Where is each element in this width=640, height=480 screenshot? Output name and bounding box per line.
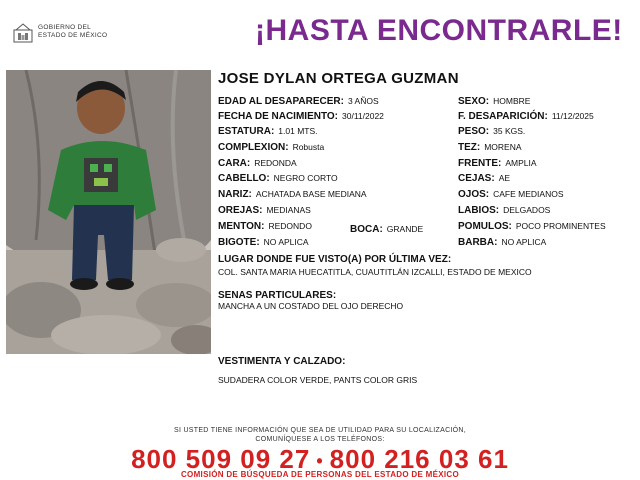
last-seen-value: COL. SANTA MARIA HUECATITLA, CUAUTITLÁN IZCALLI, ESTADO DE MEXICO	[218, 267, 532, 277]
field-label: ESTATURA:	[218, 126, 275, 137]
field-label: PESO:	[458, 126, 490, 137]
field-value: REDONDA	[254, 158, 297, 168]
headline: ¡HASTA ENCONTRARLE!	[255, 14, 623, 47]
field-value: GRANDE	[386, 224, 424, 234]
person-name: JOSE DYLAN ORTEGA GUZMAN	[218, 70, 459, 87]
phone-number-1[interactable]: 800 509 09 27	[131, 444, 311, 474]
field-ears	[218, 204, 311, 217]
field-cheekbones	[458, 220, 606, 233]
field-label: EDAD AL DESAPARECER:	[218, 96, 344, 107]
field-birthdate	[218, 110, 384, 123]
field-sex	[458, 95, 530, 108]
field-label: BOCA:	[350, 224, 383, 235]
field-label: CABELLO:	[218, 173, 270, 184]
field-label: BARBA:	[458, 237, 498, 248]
missing-person-photo	[6, 70, 211, 354]
field-label: OREJAS:	[218, 205, 263, 216]
field-label: SEXO:	[458, 96, 490, 107]
phone-number-2[interactable]: 800 216 03 61	[329, 444, 509, 474]
field-value: NO APLICA	[263, 237, 309, 247]
field-chin	[218, 220, 312, 233]
field-value: 3 AÑOS	[347, 96, 379, 106]
field-label: F. DESAPARICIÓN:	[458, 111, 548, 122]
field-nose	[218, 188, 367, 201]
field-build	[218, 141, 324, 154]
field-eyebrows	[458, 172, 510, 185]
field-forehead	[458, 157, 537, 170]
field-label: LABIOS:	[458, 205, 500, 216]
field-value: MEDIANAS	[266, 205, 311, 215]
government-name	[38, 24, 107, 40]
field-value: POCO PROMINENTES	[515, 221, 606, 231]
field-label: BIGOTE:	[218, 237, 260, 248]
field-value: CAFE MEDIANOS	[493, 189, 564, 199]
footer-note-line-2: COMUNÍQUESE A LOS TELÉFONOS:	[255, 436, 385, 443]
field-label: FECHA DE NACIMIENTO:	[218, 111, 338, 122]
field-label: TEZ:	[458, 142, 481, 153]
footer-note-line-1: SI USTED TIENE INFORMACIÓN QUE SEA DE UTILIDAD PARA SU LOCALIZACIÓN,	[173, 427, 467, 434]
field-value: 30/11/2022	[342, 111, 384, 121]
footer-note	[0, 426, 640, 444]
field-label: MENTON:	[218, 221, 265, 232]
field-label: NARIZ:	[218, 189, 252, 200]
field-value: 11/12/2025	[551, 111, 594, 121]
commission-name: COMISIÓN DE BÚSQUEDA DE PERSONAS DEL ESTADO DE MÉXICO	[180, 470, 459, 479]
field-label: FRENTE:	[458, 158, 502, 169]
field-lips	[458, 204, 550, 217]
field-label: COMPLEXION:	[218, 142, 289, 153]
field-mouth	[350, 223, 423, 236]
field-face	[218, 157, 297, 170]
field-label: OJOS:	[458, 189, 490, 200]
field-weight	[458, 125, 525, 138]
field-value: NEGRO CORTO	[273, 173, 338, 183]
government-logo-icon	[12, 22, 34, 44]
field-disappearance-date	[458, 110, 594, 123]
field-label: CEJAS:	[458, 173, 495, 184]
field-value: NO APLICA	[501, 237, 547, 247]
gov-line-2: ESTADO DE MÉXICO	[38, 32, 108, 39]
field-label: POMULOS:	[458, 221, 512, 232]
clothing-label: VESTIMENTA Y CALZADO:	[218, 356, 346, 367]
field-value: ACHATADA BASE MEDIANA	[255, 189, 367, 199]
field-value: DELGADOS	[503, 205, 551, 215]
field-height	[218, 125, 318, 138]
field-eyes	[458, 188, 564, 201]
last-seen-label: LUGAR DONDE FUE VISTO(A) POR ÚLTIMA VEZ:	[218, 254, 452, 265]
field-hair	[218, 172, 338, 185]
field-value: MORENA	[484, 142, 522, 152]
field-value: 1.01 MTS.	[278, 126, 318, 136]
field-skin-tone	[458, 141, 522, 154]
field-value: Robusta	[292, 142, 325, 152]
field-age	[218, 95, 379, 108]
field-value: 35 KGS.	[493, 126, 526, 136]
marks-value: MANCHA A UN COSTADO DEL OJO DERECHO	[218, 301, 404, 311]
field-mustache	[218, 236, 309, 249]
field-value: REDONDO	[268, 221, 312, 231]
field-beard	[458, 236, 546, 249]
marks-label: SENAS PARTICULARES:	[218, 290, 337, 301]
field-value: HOMBRE	[493, 96, 531, 106]
clothing-value: SUDADERA COLOR VERDE, PANTS COLOR GRIS	[218, 375, 418, 385]
field-label: CARA:	[218, 158, 251, 169]
field-value: AE	[498, 173, 511, 183]
field-value: AMPLIA	[505, 158, 537, 168]
gov-line-1: GOBIERNO DEL	[38, 24, 92, 31]
separator-dot: •	[316, 450, 324, 471]
